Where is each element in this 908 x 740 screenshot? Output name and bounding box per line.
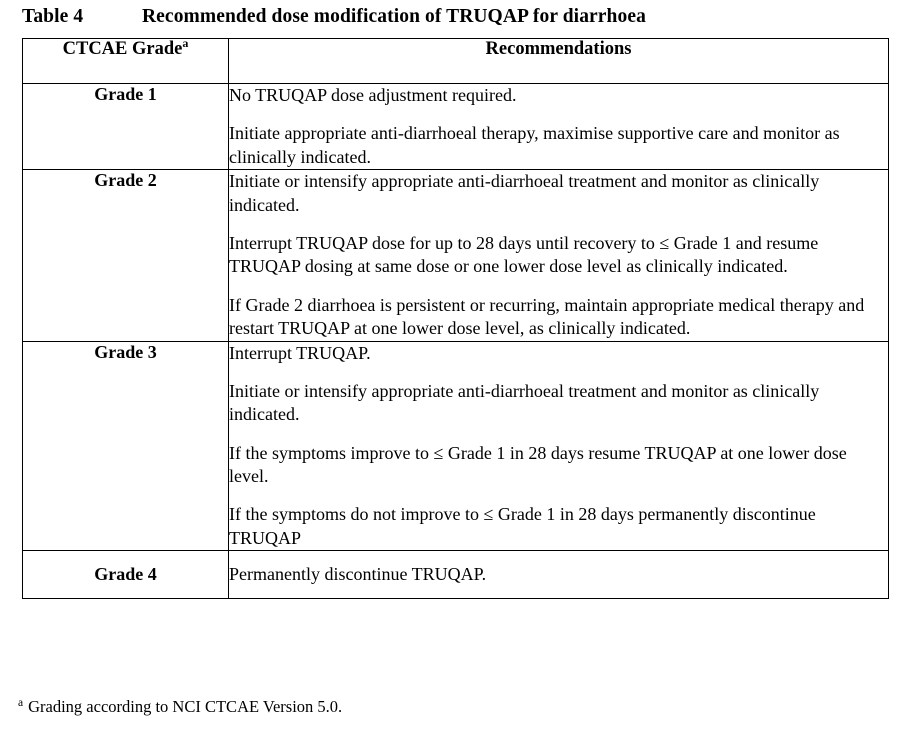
recommendations-cell-1 bbox=[229, 84, 889, 170]
footnote-marker: a bbox=[18, 696, 24, 709]
recommendations-cell-2 bbox=[229, 170, 889, 341]
recommendation-paragraph: Initiate appropriate anti-diarrhoeal therapy, maximise supportive care and monitor as clinically indicated. bbox=[229, 123, 840, 167]
recommendations-cell-4 bbox=[229, 551, 889, 598]
table-row bbox=[23, 84, 889, 170]
recommendation-paragraph: Interrupt TRUQAP dose for up to 28 days until recovery to ≤ Grade 1 and resume TRUQAP dosing at same dose or one lower dose level as clinically indicated. bbox=[229, 232, 819, 277]
column-header-footnote-marker: a bbox=[182, 35, 189, 50]
recommendation-paragraph: No TRUQAP dose adjustment required. bbox=[229, 85, 517, 105]
table-header-row bbox=[23, 39, 889, 84]
grade-label-4: Grade 4 bbox=[23, 551, 229, 598]
footnote-text: Grading according to NCI CTCAE Version 5.0. bbox=[28, 697, 343, 716]
grade-label-3: Grade 3 bbox=[23, 341, 229, 551]
table-caption bbox=[22, 6, 888, 28]
recommendation-paragraph: Initiate or intensify appropriate anti-diarrhoeal treatment and monitor as clinically indicated. bbox=[229, 171, 820, 215]
recommendation-paragraph: Interrupt TRUQAP. bbox=[229, 342, 371, 363]
column-header-ctcae-grade bbox=[23, 35, 229, 84]
recommendation-paragraph: Initiate or intensify appropriate anti-diarrhoeal treatment and monitor as clinically indicated. bbox=[229, 380, 820, 425]
grade-label-2: Grade 2 bbox=[23, 170, 229, 341]
table-row bbox=[23, 341, 889, 551]
table-row bbox=[23, 551, 889, 598]
table-caption-label: Table 4 bbox=[22, 6, 84, 27]
recommendations-cell-3 bbox=[229, 341, 889, 551]
recommendation-paragraph: If the symptoms improve to ≤ Grade 1 in 28 days resume TRUQAP at one lower dose level. bbox=[229, 442, 847, 487]
dose-modification-table bbox=[22, 35, 889, 599]
table-footnote bbox=[18, 697, 888, 718]
recommendation-paragraph: Permanently discontinue TRUQAP. bbox=[229, 564, 487, 585]
column-header-recommendations: Recommendations bbox=[229, 39, 889, 84]
table-caption-text: Recommended dose modification of TRUQAP for diarrhoea bbox=[142, 6, 646, 27]
recommendation-paragraph: If the symptoms do not improve to ≤ Grade 1 in 28 days permanently discontinue TRUQAP bbox=[229, 504, 816, 548]
recommendation-paragraph: If Grade 2 diarrhoea is persistent or recurring, maintain appropriate medical therapy and restart TRUQAP at one lower dose level, as clinically indicated. bbox=[229, 294, 865, 339]
grade-label-1: Grade 1 bbox=[23, 84, 229, 170]
column-header-ctcae-grade-text: CTCAE Grade bbox=[62, 39, 183, 59]
table-row bbox=[23, 170, 889, 341]
